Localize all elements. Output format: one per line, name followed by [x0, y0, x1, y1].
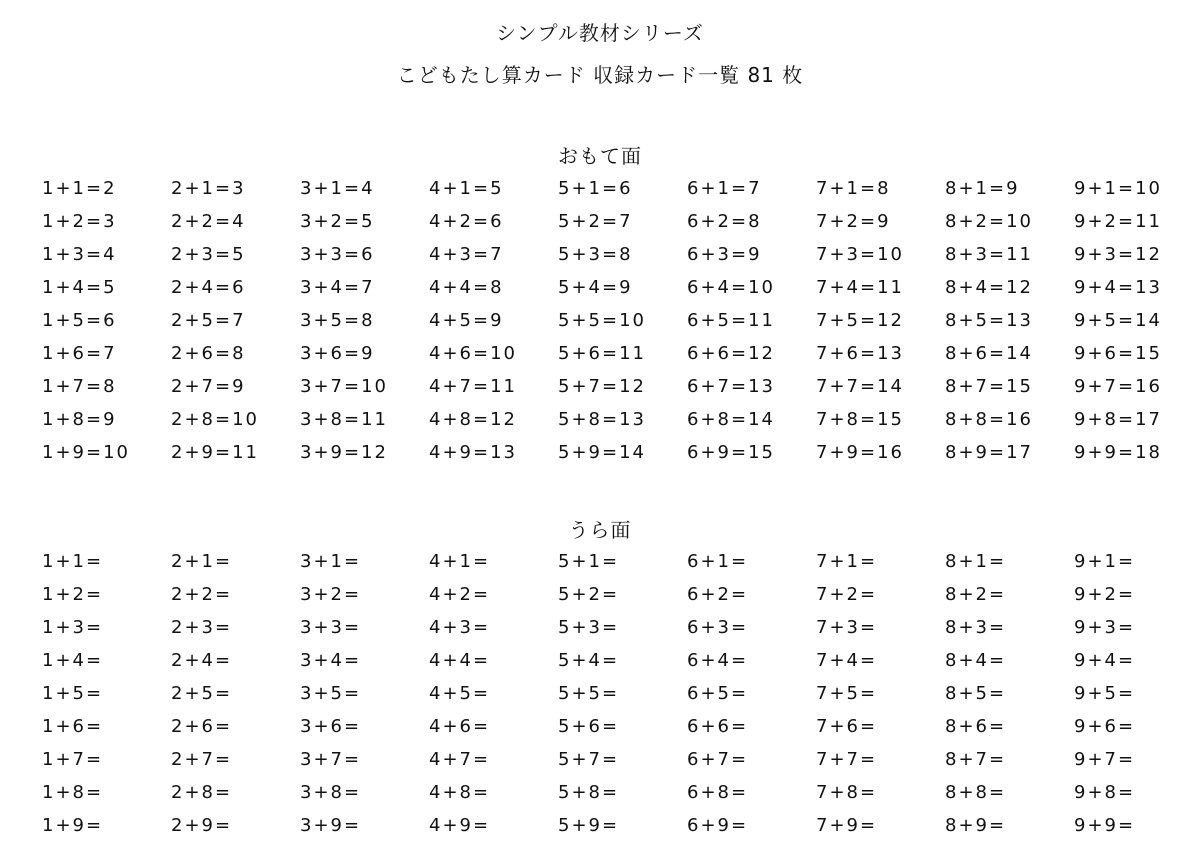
back-card-equation: 2+8= — [171, 782, 233, 803]
front-card-equation: 8+5=13 — [945, 310, 1033, 331]
back-card-equation: 5+8= — [558, 782, 620, 803]
front-card-equation: 9+9=18 — [1074, 442, 1162, 463]
back-side-heading: うら面 — [568, 518, 632, 542]
front-card-equation: 9+7=16 — [1074, 376, 1162, 397]
back-card-equation: 5+7= — [558, 749, 620, 770]
front-card-equation: 6+1=7 — [687, 178, 762, 199]
front-card-equation: 2+3=5 — [171, 244, 246, 265]
front-card-equation: 6+8=14 — [687, 409, 775, 430]
back-card-equation: 9+9= — [1074, 815, 1136, 836]
back-card-equation: 4+4= — [429, 650, 491, 671]
front-card-equation: 7+4=11 — [816, 277, 904, 298]
back-card-equation: 5+9= — [558, 815, 620, 836]
back-card-equation: 1+3= — [42, 617, 104, 638]
front-card-equation: 5+5=10 — [558, 310, 646, 331]
back-card-equation: 5+5= — [558, 683, 620, 704]
back-card-equation: 4+3= — [429, 617, 491, 638]
back-card-equation: 7+9= — [816, 815, 878, 836]
back-card-equation: 9+8= — [1074, 782, 1136, 803]
front-card-equation: 8+7=15 — [945, 376, 1033, 397]
front-card-equation: 3+9=12 — [300, 442, 388, 463]
front-card-equation: 5+4=9 — [558, 277, 633, 298]
back-card-equation: 9+5= — [1074, 683, 1136, 704]
front-card-equation: 2+7=9 — [171, 376, 246, 397]
back-card-equation: 8+7= — [945, 749, 1007, 770]
front-card-equation: 6+4=10 — [687, 277, 775, 298]
back-card-equation: 8+9= — [945, 815, 1007, 836]
back-card-equation: 3+6= — [300, 716, 362, 737]
front-card-equation: 8+3=11 — [945, 244, 1033, 265]
back-card-equation: 6+2= — [687, 584, 749, 605]
back-card-equation: 7+1= — [816, 551, 878, 572]
front-card-equation: 7+5=12 — [816, 310, 904, 331]
front-card-equation: 4+3=7 — [429, 244, 504, 265]
back-card-equation: 9+4= — [1074, 650, 1136, 671]
front-card-equation: 2+6=8 — [171, 343, 246, 364]
front-card-equation: 8+9=17 — [945, 442, 1033, 463]
front-card-equation: 8+8=16 — [945, 409, 1033, 430]
back-card-equation: 5+3= — [558, 617, 620, 638]
front-card-grid — [42, 176, 1182, 473]
back-card-equation: 2+2= — [171, 584, 233, 605]
front-card-equation: 7+6=13 — [816, 343, 904, 364]
front-card-equation: 2+2=4 — [171, 211, 246, 232]
back-card-equation: 7+3= — [816, 617, 878, 638]
back-card-equation: 7+6= — [816, 716, 878, 737]
back-card-equation: 2+5= — [171, 683, 233, 704]
back-card-equation: 1+1= — [42, 551, 104, 572]
back-card-equation: 7+7= — [816, 749, 878, 770]
front-card-equation: 7+9=16 — [816, 442, 904, 463]
front-card-equation: 9+3=12 — [1074, 244, 1162, 265]
series-title: シンプル教材シリーズ — [496, 21, 704, 45]
front-card-equation: 5+7=12 — [558, 376, 646, 397]
back-card-equation: 1+6= — [42, 716, 104, 737]
front-card-equation: 4+6=10 — [429, 343, 517, 364]
back-card-equation: 1+7= — [42, 749, 104, 770]
back-card-equation: 6+8= — [687, 782, 749, 803]
front-card-equation: 8+2=10 — [945, 211, 1033, 232]
back-card-equation: 7+2= — [816, 584, 878, 605]
front-card-equation: 6+6=12 — [687, 343, 775, 364]
front-card-equation: 2+9=11 — [171, 442, 259, 463]
back-card-equation: 6+3= — [687, 617, 749, 638]
back-card-equation: 3+8= — [300, 782, 362, 803]
front-card-equation: 8+4=12 — [945, 277, 1033, 298]
back-card-equation: 9+7= — [1074, 749, 1136, 770]
front-card-equation: 4+7=11 — [429, 376, 517, 397]
front-card-equation: 7+1=8 — [816, 178, 891, 199]
front-card-equation: 1+3=4 — [42, 244, 117, 265]
front-card-equation: 7+7=14 — [816, 376, 904, 397]
front-card-equation: 2+5=7 — [171, 310, 246, 331]
back-card-equation: 7+4= — [816, 650, 878, 671]
back-card-equation: 4+6= — [429, 716, 491, 737]
back-card-equation: 1+8= — [42, 782, 104, 803]
back-card-equation: 3+1= — [300, 551, 362, 572]
front-card-equation: 2+4=6 — [171, 277, 246, 298]
front-card-equation: 9+1=10 — [1074, 178, 1162, 199]
back-card-equation: 7+8= — [816, 782, 878, 803]
document-title: こどもたし算カード 収録カード一覧 81 枚 — [396, 63, 804, 87]
back-card-equation: 8+6= — [945, 716, 1007, 737]
front-card-equation: 1+4=5 — [42, 277, 117, 298]
back-card-equation: 4+9= — [429, 815, 491, 836]
front-card-equation: 3+1=4 — [300, 178, 375, 199]
front-card-equation: 5+2=7 — [558, 211, 633, 232]
front-card-equation: 9+2=11 — [1074, 211, 1162, 232]
back-card-equation: 8+4= — [945, 650, 1007, 671]
back-card-equation: 1+9= — [42, 815, 104, 836]
back-card-equation: 3+7= — [300, 749, 362, 770]
back-card-equation: 6+7= — [687, 749, 749, 770]
front-card-equation: 7+8=15 — [816, 409, 904, 430]
back-card-equation: 8+3= — [945, 617, 1007, 638]
back-card-equation: 5+6= — [558, 716, 620, 737]
back-card-equation: 2+3= — [171, 617, 233, 638]
front-card-equation: 6+2=8 — [687, 211, 762, 232]
back-card-equation: 2+7= — [171, 749, 233, 770]
back-card-equation: 6+4= — [687, 650, 749, 671]
back-card-equation: 1+2= — [42, 584, 104, 605]
back-card-equation: 8+1= — [945, 551, 1007, 572]
front-card-equation: 5+6=11 — [558, 343, 646, 364]
front-card-equation: 3+7=10 — [300, 376, 388, 397]
front-card-equation: 2+1=3 — [171, 178, 246, 199]
front-card-equation: 1+6=7 — [42, 343, 117, 364]
back-card-equation: 8+8= — [945, 782, 1007, 803]
back-card-equation: 6+5= — [687, 683, 749, 704]
front-card-equation: 9+6=15 — [1074, 343, 1162, 364]
front-side-heading: おもて面 — [558, 144, 642, 168]
front-card-equation: 4+9=13 — [429, 442, 517, 463]
front-card-equation: 4+5=9 — [429, 310, 504, 331]
front-card-equation: 5+8=13 — [558, 409, 646, 430]
back-card-equation: 3+3= — [300, 617, 362, 638]
back-card-equation: 5+2= — [558, 584, 620, 605]
front-card-equation: 5+3=8 — [558, 244, 633, 265]
front-card-equation: 7+3=10 — [816, 244, 904, 265]
front-card-equation: 1+7=8 — [42, 376, 117, 397]
front-card-equation: 1+1=2 — [42, 178, 117, 199]
back-card-equation: 2+6= — [171, 716, 233, 737]
back-card-equation: 4+7= — [429, 749, 491, 770]
front-card-equation: 6+5=11 — [687, 310, 775, 331]
back-card-equation: 5+4= — [558, 650, 620, 671]
back-card-equation: 9+3= — [1074, 617, 1136, 638]
front-card-equation: 5+9=14 — [558, 442, 646, 463]
front-card-equation: 7+2=9 — [816, 211, 891, 232]
front-card-equation: 3+3=6 — [300, 244, 375, 265]
back-card-equation: 6+9= — [687, 815, 749, 836]
back-card-equation: 7+5= — [816, 683, 878, 704]
back-card-equation: 4+5= — [429, 683, 491, 704]
back-card-equation: 3+2= — [300, 584, 362, 605]
front-card-equation: 5+1=6 — [558, 178, 633, 199]
front-card-equation: 9+4=13 — [1074, 277, 1162, 298]
back-card-equation: 8+5= — [945, 683, 1007, 704]
front-card-equation: 4+8=12 — [429, 409, 517, 430]
front-card-equation: 8+1=9 — [945, 178, 1020, 199]
front-card-equation: 1+2=3 — [42, 211, 117, 232]
back-card-equation: 2+9= — [171, 815, 233, 836]
back-card-equation: 6+6= — [687, 716, 749, 737]
back-card-equation: 3+5= — [300, 683, 362, 704]
front-card-equation: 8+6=14 — [945, 343, 1033, 364]
back-card-equation: 2+1= — [171, 551, 233, 572]
back-card-equation: 3+4= — [300, 650, 362, 671]
front-card-equation: 4+1=5 — [429, 178, 504, 199]
back-card-equation: 4+2= — [429, 584, 491, 605]
back-card-grid — [42, 549, 1182, 846]
front-card-equation: 3+5=8 — [300, 310, 375, 331]
front-card-equation: 6+7=13 — [687, 376, 775, 397]
back-card-equation: 6+1= — [687, 551, 749, 572]
back-card-equation: 8+2= — [945, 584, 1007, 605]
front-card-equation: 1+8=9 — [42, 409, 117, 430]
back-card-equation: 4+1= — [429, 551, 491, 572]
front-card-equation: 1+9=10 — [42, 442, 130, 463]
back-card-equation: 4+8= — [429, 782, 491, 803]
front-card-equation: 6+3=9 — [687, 244, 762, 265]
back-card-equation: 3+9= — [300, 815, 362, 836]
front-card-equation: 3+4=7 — [300, 277, 375, 298]
back-card-equation: 9+1= — [1074, 551, 1136, 572]
back-card-equation: 9+2= — [1074, 584, 1136, 605]
front-card-equation: 3+8=11 — [300, 409, 388, 430]
front-card-equation: 2+8=10 — [171, 409, 259, 430]
front-card-equation: 6+9=15 — [687, 442, 775, 463]
back-card-equation: 5+1= — [558, 551, 620, 572]
front-card-equation: 4+2=6 — [429, 211, 504, 232]
front-card-equation: 3+6=9 — [300, 343, 375, 364]
back-card-equation: 2+4= — [171, 650, 233, 671]
front-card-equation: 9+8=17 — [1074, 409, 1162, 430]
front-card-equation: 4+4=8 — [429, 277, 504, 298]
back-card-equation: 9+6= — [1074, 716, 1136, 737]
front-card-equation: 1+5=6 — [42, 310, 117, 331]
front-card-equation: 9+5=14 — [1074, 310, 1162, 331]
back-card-equation: 1+4= — [42, 650, 104, 671]
front-card-equation: 3+2=5 — [300, 211, 375, 232]
back-card-equation: 1+5= — [42, 683, 104, 704]
